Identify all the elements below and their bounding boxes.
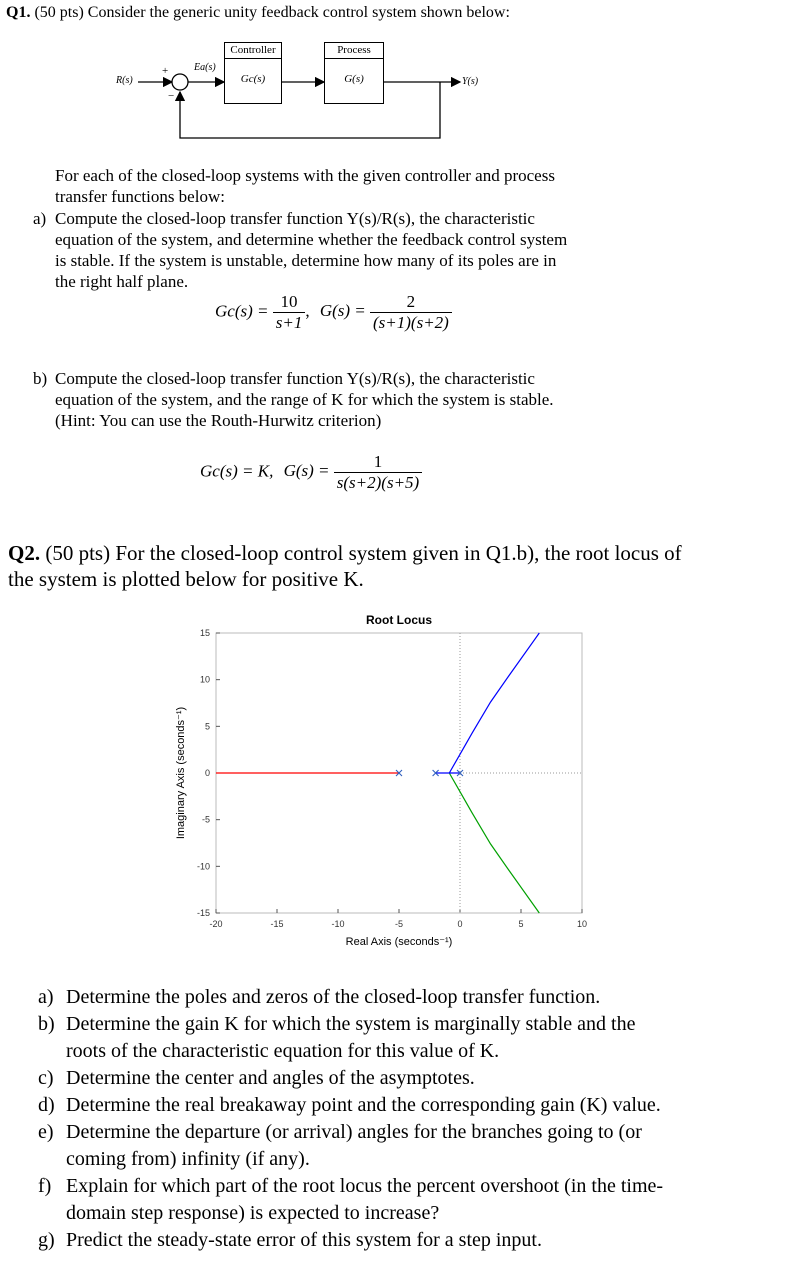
q2-question-text: domain step response) is expected to increase? — [66, 1202, 440, 1224]
q2-question-marker: d) — [38, 1094, 55, 1116]
q2-question-text: Explain for which part of the root locus the percent overshoot (in the time- — [66, 1175, 664, 1197]
q2-question-item — [38, 1173, 663, 1227]
q1-header — [6, 4, 510, 22]
controller-block — [224, 42, 282, 104]
x-tick-label: 10 — [576, 919, 588, 929]
q2-question-text: Predict the steady-state error of this system for a step input. — [66, 1229, 542, 1251]
q1b-gc-eq: Gc(s) = K, — [200, 461, 274, 481]
feedback-path — [180, 82, 440, 138]
q1-prompt: Consider the generic unity feedback control system shown below: — [87, 4, 510, 21]
input-label: R(s) — [116, 75, 133, 86]
controller-title: Controller — [225, 43, 281, 59]
q1b-g-den: s(s+2)(s+5) — [336, 473, 420, 492]
q1a-line2: equation of the system, and determine whether the feedback control system — [55, 230, 568, 249]
q2-question-item — [38, 1119, 663, 1173]
q2-question-marker: b) — [38, 1013, 55, 1035]
q2-question-text: Determine the center and angles of the asymptotes. — [66, 1067, 475, 1089]
q1a-g-den: (s+1)(s+2) — [373, 313, 449, 332]
q1b-line3: (Hint: You can use the Routh-Hurwitz criterion) — [55, 411, 382, 430]
y-tick-label: -5 — [201, 814, 210, 825]
output-label: Y(s) — [462, 76, 479, 87]
y-tick-label: 0 — [204, 768, 210, 778]
x-tick-label: 0 — [457, 919, 463, 929]
q1b-marker: b) — [33, 369, 48, 388]
error-label: Ea(s) — [194, 62, 216, 73]
q1a-line4: the right half plane. — [55, 272, 189, 291]
x-tick-label: -20 — [209, 919, 223, 929]
q1a-g-num: 2 — [370, 292, 452, 313]
q1a-gc-lhs: Gc(s) = — [215, 301, 269, 321]
q2-text1: For the closed-loop control system given in Q1.b), the root locus of — [115, 541, 682, 565]
q2-question-item — [38, 984, 663, 1011]
q2-points: (50 pts) — [45, 541, 111, 565]
x-axis-label: Real Axis (seconds⁻¹) — [345, 936, 453, 948]
q2-line2: the system is plotted below for positive K. — [8, 567, 364, 591]
process-title: Process — [325, 43, 383, 59]
q2-question-text: Determine the departure (or arrival) angles for the branches going to (or — [66, 1121, 642, 1143]
q2-question-item — [38, 1227, 663, 1254]
y-axis-label: Imaginary Axis (seconds⁻¹) — [175, 706, 187, 840]
q1a-line3: is stable. If the system is unstable, determine how many of its poles are in — [55, 251, 557, 270]
q1-intro-line1: For each of the closed-loop systems with the given controller and process — [55, 166, 555, 185]
q1-label: Q1. — [6, 4, 31, 21]
q1b-g-lhs: G(s) = — [283, 461, 330, 481]
q2-question-text: Determine the gain K for which the system is marginally stable and the — [66, 1013, 636, 1035]
plus-sign: + — [162, 65, 169, 77]
y-tick-label: -15 — [196, 908, 210, 918]
q2-question-marker: g) — [38, 1229, 55, 1251]
q2-question-marker: e) — [38, 1121, 54, 1143]
q1b-equation — [200, 452, 422, 493]
x-tick-label: -5 — [394, 919, 404, 929]
q2-question-marker: a) — [38, 986, 54, 1008]
q2-question-text: Determine the poles and zeros of the closed-loop transfer function. — [66, 986, 601, 1008]
q1b-g-num: 1 — [334, 452, 422, 473]
q1a-equation: Gc(s) = $\frac{10}{s+1}$ , G(s) = $\frac{2}{(s+1)(s+2)}$ — [215, 292, 452, 333]
y-tick-label: 10 — [199, 674, 210, 685]
q2-question-text: coming from) infinity (if any). — [66, 1148, 310, 1170]
q2-question-item — [38, 1092, 663, 1119]
q1a-g-lhs: G(s) = — [319, 301, 366, 321]
y-tick-label: 5 — [204, 721, 210, 732]
y-tick-label: 15 — [199, 628, 210, 638]
q2-question-marker: c) — [38, 1067, 54, 1089]
q2-label: Q2. — [8, 541, 41, 565]
q2-question-item — [38, 1011, 663, 1065]
x-tick-label: -15 — [270, 919, 284, 929]
q1a-gc-den: s+1 — [275, 313, 303, 332]
q2-line1 — [8, 540, 682, 566]
q1a-gc-num: 10 — [273, 292, 306, 313]
process-block — [324, 42, 384, 104]
q1a-marker: a) — [33, 209, 47, 228]
q1-intro-line2: transfer functions below: — [55, 187, 225, 206]
x-tick-label: 5 — [518, 919, 524, 929]
block-diagram — [110, 38, 510, 148]
q2-question-text: Determine the real breakaway point and the corresponding gain (K) value. — [66, 1094, 661, 1116]
q2-question-text: roots of the characteristic equation for this value of K. — [66, 1040, 500, 1062]
q2-question-marker: f) — [38, 1175, 52, 1197]
x-tick-label: -10 — [331, 919, 345, 929]
q1a-line1: Compute the closed-loop transfer function Y(s)/R(s), the characteristic — [55, 209, 535, 228]
controller-tf: Gc(s) — [240, 73, 266, 85]
chart-title: Root Locus — [366, 613, 432, 627]
root-locus-chart — [160, 605, 610, 955]
q1-points: (50 pts) — [34, 4, 84, 21]
y-tick-label: -10 — [196, 861, 210, 872]
process-tf: G(s) — [344, 73, 364, 85]
q1b-line1: Compute the closed-loop transfer function Y(s)/R(s), the characteristic — [55, 369, 535, 388]
q2-question-item — [38, 1065, 663, 1092]
q2-question-list — [38, 984, 663, 1254]
minus-sign: − — [168, 90, 175, 102]
q1b-line2: equation of the system, and the range of K for which the system is stable. — [55, 390, 554, 409]
summing-junction — [172, 74, 188, 90]
